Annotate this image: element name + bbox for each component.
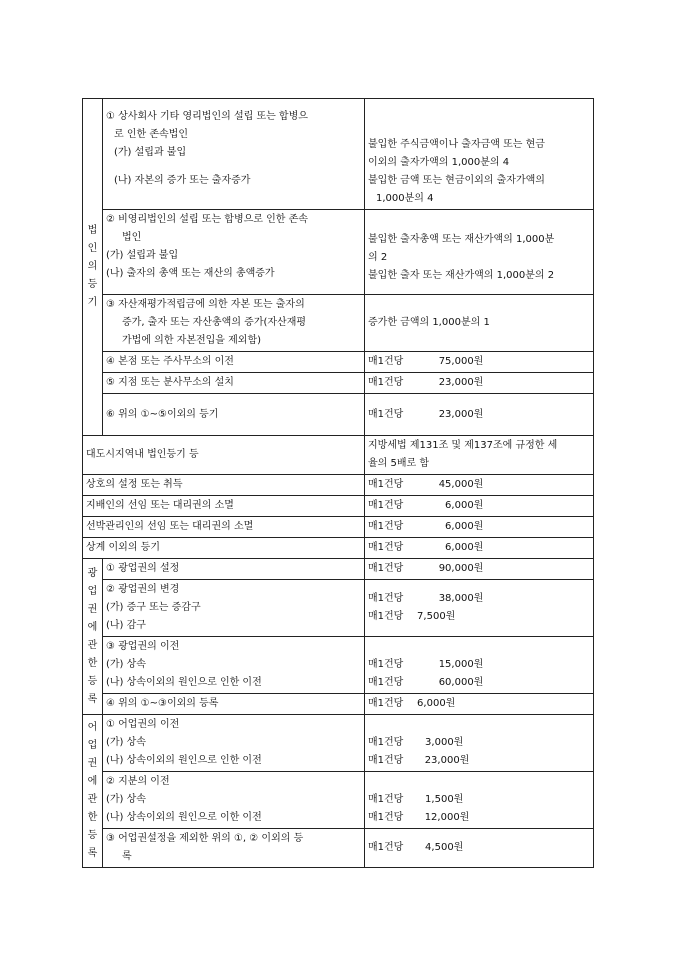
rate-amount: 7,500원 [417, 611, 456, 622]
rate-cell [365, 694, 594, 715]
rate-unit: 매1건당 [368, 521, 404, 532]
rate-amount: 75,000원 [438, 356, 484, 367]
item-text: ① 어업권의 이전 [106, 719, 180, 730]
table-row [83, 559, 594, 580]
rate-unit: 매1건당 [368, 659, 404, 670]
registration-tax-table [82, 98, 594, 868]
item-cell: ④ 본점 또는 주사무소의 이전 [103, 352, 365, 373]
rate-amount: 15,000원 [438, 659, 484, 670]
rate-amount: 23,000원 [424, 755, 470, 766]
item-text: 로 인한 존속법인 [114, 129, 188, 140]
item-cell [103, 637, 365, 694]
rate-unit: 매1건당 [368, 842, 404, 853]
item-text: ② 광업권의 변경 [106, 584, 180, 595]
item-cell: 선박관리인의 선임 또는 대리권의 소멸 [83, 517, 365, 538]
rate-text: 불입한 출자총액 또는 재산가액의 1,000분 [368, 234, 555, 245]
rate-unit: 매1건당 [368, 794, 404, 805]
rate-text: 불입한 주식금액이나 출자금액 또는 현금 [368, 139, 545, 150]
rate-text: 증가한 금액의 1,000분의 1 [368, 317, 490, 328]
item-text: ③ 자산재평가적립금에 의한 자본 또는 출자의 [106, 299, 305, 310]
item-text: ③ 광업권의 이전 [106, 641, 180, 652]
rate-cell [365, 538, 594, 559]
item-cell: ④ 위의 ①~③이외의 등록 [103, 694, 365, 715]
item-cell [103, 580, 365, 637]
rate-amount: 1,500원 [425, 794, 464, 805]
item-cell [103, 829, 365, 868]
rate-cell [365, 772, 594, 829]
table-row [83, 210, 594, 295]
item-text: (나) 출자의 총액 또는 재산의 총액증가 [106, 268, 275, 279]
rate-unit: 매1건당 [368, 698, 404, 709]
rate-cell [365, 517, 594, 538]
table-row [83, 637, 594, 694]
rate-cell [365, 210, 594, 295]
table-row [83, 829, 594, 868]
item-cell: 지배인의 선임 또는 대리권의 소멸 [83, 496, 365, 517]
table-row [83, 394, 594, 436]
table-row [83, 580, 594, 637]
item-text: (가) 증구 또는 증감구 [106, 602, 201, 613]
item-cell [103, 210, 365, 295]
rate-text: 불입한 출자 또는 재산가액의 1,000분의 2 [368, 270, 555, 281]
rate-cell [365, 496, 594, 517]
rate-cell [365, 475, 594, 496]
table-row [83, 517, 594, 538]
rate-amount: 45,000원 [438, 479, 484, 490]
table-row [83, 373, 594, 394]
item-cell: 상호의 설정 또는 취득 [83, 475, 365, 496]
rate-amount: 3,000원 [425, 737, 464, 748]
rate-amount: 23,000원 [438, 408, 484, 420]
rate-unit: 매1건당 [368, 500, 404, 511]
rate-unit: 매1건당 [368, 479, 404, 490]
table-row [83, 772, 594, 829]
item-cell [103, 772, 365, 829]
item-text: (나) 상속이외의 원인으로 이한 이전 [106, 812, 262, 823]
item-cell [103, 295, 365, 352]
rate-text: 의 2 [368, 252, 388, 263]
rate-amount: 38,000원 [438, 593, 484, 604]
section-header-fishing-rights: 어업권에관한등록 [83, 715, 103, 868]
item-text: (나) 상속이외의 원인으로 인한 이전 [106, 755, 262, 766]
item-cell: ⑤ 지점 또는 분사무소의 설치 [103, 373, 365, 394]
table-row [83, 475, 594, 496]
rate-unit: 매1건당 [368, 408, 404, 420]
item-text: ② 비영리법인의 설립 또는 합병으로 인한 존속 [106, 214, 308, 225]
rate-cell [365, 99, 594, 210]
item-text: ③ 어업권설정을 제외한 위의 ①, ② 이외의 등 [106, 833, 304, 844]
rate-cell [365, 637, 594, 694]
rate-amount: 6,000원 [445, 500, 484, 511]
item-text: (나) 상속이외의 원인으로 인한 이전 [106, 677, 262, 688]
item-cell [103, 99, 365, 210]
table-row [83, 295, 594, 352]
item-text: ① 상사회사 기타 영리법인의 설립 또는 합병으 [106, 111, 308, 122]
rate-unit: 매1건당 [368, 611, 404, 622]
rate-cell [365, 295, 594, 352]
table-row [83, 715, 594, 772]
table-row [83, 496, 594, 517]
table-row [83, 352, 594, 373]
item-text: 록 [122, 851, 132, 862]
table-row [83, 436, 594, 475]
rate-amount: 6,000원 [417, 698, 456, 709]
item-cell: ⑥ 위의 ①~⑤이외의 등기 [103, 394, 365, 436]
rate-unit: 매1건당 [368, 812, 404, 823]
rate-cell [365, 436, 594, 475]
item-text: 가법에 의한 자본전입을 제외함) [122, 335, 262, 346]
rate-amount: 6,000원 [445, 521, 484, 532]
rate-unit: 매1건당 [368, 755, 404, 766]
item-text: (가) 상속 [106, 659, 146, 670]
item-text: 증가, 출자 또는 자산총액의 증가(자산재평 [122, 317, 307, 328]
item-text: 법인 [122, 232, 142, 243]
section-header-corporate-registration: 법인의등기 [83, 99, 103, 436]
rate-amount: 4,500원 [425, 842, 464, 853]
item-text: (가) 설립과 불입 [106, 250, 179, 261]
item-cell: ① 광업권의 설정 [103, 559, 365, 580]
rate-cell [365, 394, 594, 436]
item-text: (나) 감구 [106, 620, 146, 631]
rate-amount: 60,000원 [438, 677, 484, 688]
rate-unit: 매1건당 [368, 563, 404, 574]
rate-unit: 매1건당 [368, 677, 404, 688]
rate-text: 율의 5배로 함 [368, 458, 430, 469]
rate-amount: 23,000원 [438, 377, 484, 388]
rate-cell [365, 559, 594, 580]
rate-unit: 매1건당 [368, 377, 404, 388]
item-cell: 대도시지역내 법인등기 등 [83, 436, 365, 475]
rate-cell [365, 829, 594, 868]
rate-unit: 매1건당 [368, 737, 404, 748]
rate-cell [365, 352, 594, 373]
rate-amount: 12,000원 [424, 812, 470, 823]
rate-unit: 매1건당 [368, 356, 404, 367]
item-cell: 상계 이외의 등기 [83, 538, 365, 559]
rate-cell [365, 715, 594, 772]
rate-cell [365, 373, 594, 394]
rate-text: 1,000분의 4 [376, 193, 434, 204]
table-row [83, 694, 594, 715]
rate-amount: 90,000원 [438, 563, 484, 574]
rate-text: 지방세법 제131조 및 제137조에 규정한 세 [368, 440, 558, 451]
item-text: (나) 자본의 증가 또는 출자증가 [114, 175, 251, 186]
rate-amount: 6,000원 [445, 542, 484, 553]
rate-text: 이외의 출자가액의 1,000분의 4 [368, 157, 510, 168]
item-cell [103, 715, 365, 772]
rate-unit: 매1건당 [368, 593, 404, 604]
section-header-mining-rights: 광업권에관한등록 [83, 559, 103, 715]
rate-cell [365, 580, 594, 637]
table-row [83, 99, 594, 210]
rate-text: 불입한 금액 또는 현금이외의 출자가액의 [368, 175, 545, 186]
item-text: ② 지분의 이전 [106, 776, 170, 787]
item-text: (가) 상속 [106, 794, 146, 805]
item-text: (가) 설립과 불입 [114, 147, 187, 158]
rate-unit: 매1건당 [368, 542, 404, 553]
table-row [83, 538, 594, 559]
item-text: (가) 상속 [106, 737, 146, 748]
